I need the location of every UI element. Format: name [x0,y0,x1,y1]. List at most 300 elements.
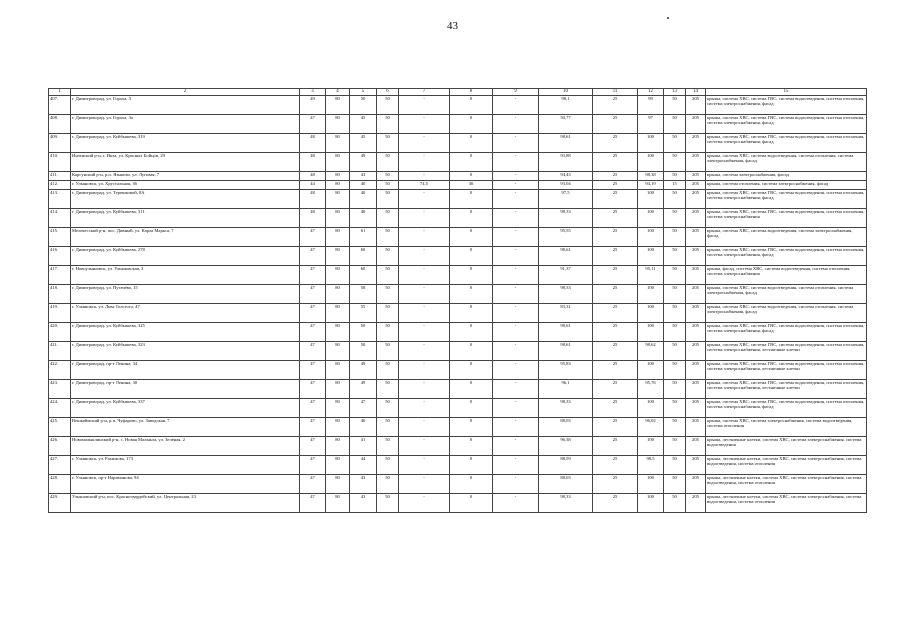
row-number-cell: 421. [49,342,71,361]
works-list-cell: крыша, система ХВС, система водоотведения, система отопления, система электроснабжения, фасад [706,285,867,304]
column-number-header: 9 [493,89,539,96]
value-cell: 100 [638,153,664,172]
column-number-header: 3 [300,89,326,96]
value-cell: 47 [300,247,326,266]
value-cell: - [493,228,539,247]
row-number-cell: 429. [49,494,71,513]
value-cell: 80 [326,96,350,115]
value-cell: 47 [300,266,326,285]
value-cell: 88,59 [539,456,593,475]
value-cell: 80 [326,323,350,342]
value-cell: - [399,285,450,304]
value-cell: 95,83 [539,361,593,380]
works-list-cell: крыша, лестничные клетки, система ХВС, система электроснабжения, система водоотведения, система отопления [706,475,867,494]
value-cell: 94,43 [539,172,593,181]
value-cell: 50 [350,96,377,115]
value-cell: - [399,323,450,342]
value-cell: 205 [686,342,706,361]
value-cell: - [493,134,539,153]
value-cell: 46 [350,418,377,437]
value-cell: 98,61 [539,342,593,361]
value-cell: 95,55 [539,228,593,247]
works-list-cell: крыша, система ХВС, система ГВС, система водоотведения, система отопления, система электроснабжения, фасад [706,134,867,153]
value-cell: 98,1 [539,96,593,115]
address-cell: г. Димитровград, пр-т Ленина, 34 [71,361,300,380]
value-cell: 98,61 [539,134,593,153]
value-cell: 49 [350,361,377,380]
value-cell: 50,77 [539,115,593,134]
value-cell: 25 [593,380,638,399]
value-cell: 100 [638,475,664,494]
value-cell: 47 [300,115,326,134]
value-cell: - [399,437,450,456]
value-cell: 50 [377,209,399,228]
value-cell: 50 [377,228,399,247]
value-cell: - [493,115,539,134]
value-cell: 60 [350,266,377,285]
value-cell: 0 [450,475,493,494]
address-cell: г. Димитровград, ул. Гороха, 3а [71,115,300,134]
value-cell: 50 [664,418,686,437]
value-cell: 205 [686,304,706,323]
address-cell: Мелекесский р-н, пос. Дивный, ул. Карла Маркса, 7 [71,228,300,247]
value-cell: 205 [686,190,706,209]
value-cell: 50 [664,115,686,134]
value-cell: 96,38 [539,437,593,456]
table-row [49,456,867,475]
works-list-cell: крыша, система ХВС, система ГВС, система водоотведения, система отопления, система электроснабжения, фасад [706,96,867,115]
value-cell: 0 [450,342,493,361]
value-cell: 43 [350,494,377,513]
value-cell: 91,37 [539,266,593,285]
row-number-cell: 408. [49,115,71,134]
row-number-cell: 423. [49,380,71,399]
value-cell: 40 [350,209,377,228]
address-cell: г. Ульяновск, пр-т Нариманова, 94 [71,475,300,494]
value-cell: 47 [300,342,326,361]
value-cell: 205 [686,494,706,513]
value-cell: 205 [686,228,706,247]
works-list-cell: крыша, система электроснабжения, фасад [706,172,867,181]
value-cell: 205 [686,172,706,181]
column-number-header: 7 [399,89,450,96]
value-cell: 50 [377,96,399,115]
column-number-header: 13 [664,89,686,96]
value-cell: 205 [686,361,706,380]
value-cell: 15 [664,181,686,190]
value-cell: 48 [300,153,326,172]
value-cell: - [493,209,539,228]
value-cell: 80 [326,475,350,494]
value-cell: 48 [300,209,326,228]
value-cell: 25 [593,134,638,153]
value-cell: 50 [377,418,399,437]
table-row [49,134,867,153]
value-cell: - [493,323,539,342]
value-cell: - [493,247,539,266]
value-cell: 98,61 [539,323,593,342]
works-list-cell: крыша, система ХВС, система ГВС, система водоотведения, система отопления, система электроснабжения, лестничные клетки [706,342,867,361]
value-cell: 40 [350,190,377,209]
row-number-cell: 412. [49,181,71,190]
value-cell: - [399,342,450,361]
column-number-header: 2 [71,89,300,96]
value-cell: - [399,418,450,437]
works-list-cell: крыша, система ХВС, система электроснабжения, система водоотведения, система отопления [706,418,867,437]
value-cell: 98,33 [539,399,593,418]
value-cell: 100 [638,209,664,228]
value-cell: 100 [638,228,664,247]
value-cell: 95,11 [638,266,664,285]
value-cell: 98,61 [539,247,593,266]
value-cell: - [399,380,450,399]
value-cell: 80 [326,437,350,456]
value-cell: 50 [377,190,399,209]
value-cell: - [399,361,450,380]
row-number-cell: 422. [49,361,71,380]
works-list-cell: крыша, система ХВС, система водоотведения, система электроснабжения, фасад [706,228,867,247]
value-cell: 50 [664,342,686,361]
row-number-cell: 418. [49,285,71,304]
value-cell: - [399,134,450,153]
column-number-header: 11 [593,89,638,96]
value-cell: 205 [686,181,706,190]
value-cell: 50 [664,134,686,153]
value-cell: - [399,475,450,494]
value-cell: 100 [638,437,664,456]
value-cell: 100 [638,190,664,209]
value-cell: 25 [593,285,638,304]
works-list-cell: крыша, система ХВС, система ГВС, система водоотведения, система отопления, система электроснабжения, фасад [706,247,867,266]
value-cell: - [493,172,539,181]
value-cell: 44 [300,181,326,190]
value-cell: 48 [300,172,326,181]
value-cell: 47 [350,399,377,418]
value-cell: 100 [638,247,664,266]
value-cell: 95,76 [638,380,664,399]
value-cell: 25 [593,209,638,228]
value-cell: 50 [664,475,686,494]
value-cell: - [493,494,539,513]
value-cell: 0 [450,190,493,209]
value-cell: 50 [664,172,686,181]
address-cell: Новомалыклинский р-н, с. Новая Малыкла, ул. Зелёная, 2 [71,437,300,456]
value-cell: 25 [593,115,638,134]
column-number-row [49,89,867,96]
table-row [49,190,867,209]
value-cell: 25 [593,247,638,266]
table-row [49,399,867,418]
value-cell: - [493,181,539,190]
value-cell: 50 [377,285,399,304]
value-cell: 0 [450,323,493,342]
value-cell: 47 [300,399,326,418]
column-number-header: 12 [638,89,664,96]
value-cell: - [399,115,450,134]
value-cell: 97 [638,115,664,134]
value-cell: 40 [350,181,377,190]
value-cell: 47 [300,437,326,456]
value-cell: 98,38 [638,172,664,181]
value-cell: 50 [664,304,686,323]
table-row [49,228,867,247]
value-cell: 0 [450,209,493,228]
value-cell: 55 [350,304,377,323]
value-cell: 98,33 [539,494,593,513]
value-cell: 80 [326,399,350,418]
address-cell: Карсунский р-н, р.п. Языково, ул. Луговая, 7 [71,172,300,181]
value-cell: 74,5 [399,181,450,190]
value-cell: 0 [450,266,493,285]
table-row [49,323,867,342]
value-cell: 205 [686,115,706,134]
value-cell: 0 [450,172,493,181]
value-cell: 25 [593,342,638,361]
value-cell: 0 [450,418,493,437]
value-cell: 50 [664,437,686,456]
value-cell: 88,03 [539,418,593,437]
value-cell: 0 [450,437,493,456]
table-row [49,418,867,437]
value-cell: - [493,437,539,456]
value-cell: 0 [450,96,493,115]
value-cell: 205 [686,437,706,456]
value-cell: 50 [377,266,399,285]
value-cell: 205 [686,266,706,285]
row-number-cell: 416. [49,247,71,266]
table-row [49,380,867,399]
value-cell: 41 [350,437,377,456]
works-list-cell: крыша, фасад, система ХВС, система водоотведения, система отопления, система электроснабжения [706,266,867,285]
value-cell: 25 [593,323,638,342]
table-row [49,494,867,513]
value-cell: 80 [326,172,350,181]
value-cell: 50 [377,456,399,475]
value-cell: 25 [593,266,638,285]
value-cell: 0 [450,285,493,304]
row-number-cell: 424. [49,399,71,418]
address-cell: г. Ульяновск, ул. Хрустальная, 36 [71,181,300,190]
works-list-cell: крыша, система ХВС, система водоотведения, система отопления, система электроснабжения, фасад [706,153,867,172]
value-cell: - [399,172,450,181]
row-number-cell: 411. [49,172,71,181]
value-cell: - [493,285,539,304]
value-cell: 50 [377,247,399,266]
value-cell: 50 [377,494,399,513]
row-number-cell: 413. [49,190,71,209]
value-cell: 47 [300,380,326,399]
value-cell: - [493,475,539,494]
value-cell: 99 [638,96,664,115]
row-number-cell: 427. [49,456,71,475]
value-cell: 50 [664,96,686,115]
row-number-cell: 409. [49,134,71,153]
value-cell: - [493,399,539,418]
table-row [49,181,867,190]
table-row [49,475,867,494]
value-cell: - [493,380,539,399]
value-cell: 100 [638,399,664,418]
register-table [48,88,867,513]
value-cell: - [399,190,450,209]
column-number-header: 10 [539,89,593,96]
value-cell: 98,5 [638,456,664,475]
value-cell: 50 [664,209,686,228]
works-list-cell: крыша, лестничные клетки, система ХВС, система электроснабжения, система водоотведения, система отопления [706,456,867,475]
value-cell: 50 [664,399,686,418]
value-cell: 0 [450,228,493,247]
value-cell: 93,04 [539,181,593,190]
value-cell: 205 [686,134,706,153]
value-cell: 80 [326,266,350,285]
value-cell: 97,5 [539,190,593,209]
value-cell: 47 [300,285,326,304]
address-cell: г. Димитровград, ул. Пугачёва, 15 [71,285,300,304]
value-cell: 47 [300,323,326,342]
address-cell: г. Ульяновск, ул. Льва Толстого, 47 [71,304,300,323]
value-cell: 205 [686,323,706,342]
value-cell: 47 [300,456,326,475]
value-cell: 0 [450,361,493,380]
value-cell: 50 [664,285,686,304]
value-cell: - [399,494,450,513]
address-cell: г. Димитровград, ул. Гороха, 3 [71,96,300,115]
value-cell: - [493,361,539,380]
table-row [49,342,867,361]
value-cell: 0 [450,456,493,475]
value-cell: 49 [350,153,377,172]
value-cell: 205 [686,475,706,494]
value-cell: 205 [686,247,706,266]
value-cell: 80 [326,115,350,134]
value-cell: 80 [326,380,350,399]
value-cell: 0 [450,494,493,513]
value-cell: 96,1 [539,380,593,399]
value-cell: 43 [350,172,377,181]
value-cell: 50 [664,266,686,285]
value-cell: 80 [326,134,350,153]
value-cell: 0 [450,153,493,172]
table-row [49,172,867,181]
value-cell: 100 [638,134,664,153]
value-cell: - [493,266,539,285]
address-cell: г. Димитровград, ул. Куйбышева, 323 [71,342,300,361]
value-cell: 100 [638,494,664,513]
value-cell: - [493,96,539,115]
works-list-cell: крыша, лестничные клетки, система ХВС, система электроснабжения, система водоотведения, система отопления [706,494,867,513]
column-number-header: 4 [326,89,350,96]
value-cell: 98,62 [638,342,664,361]
value-cell: 50 [664,494,686,513]
value-cell: 50 [350,323,377,342]
value-cell: 25 [593,361,638,380]
value-cell: 50 [664,228,686,247]
value-cell: 25 [593,190,638,209]
row-number-cell: 425. [49,418,71,437]
table-row [49,153,867,172]
value-cell: 0 [450,115,493,134]
address-cell: г. Димитровград, ул. Куйбышева, 278 [71,247,300,266]
address-cell: г. Димитровград, ул. Куйбышева, 311 [71,209,300,228]
value-cell: 50 [377,181,399,190]
address-cell: г. Димитровград, ул. Терешковой, 8А [71,190,300,209]
value-cell: - [399,153,450,172]
value-cell: 93,88 [539,153,593,172]
value-cell: 50 [377,475,399,494]
value-cell: 80 [326,418,350,437]
value-cell: 205 [686,209,706,228]
value-cell: 80 [326,285,350,304]
address-cell: г. Димитровград, ул. Куйбышева, 337 [71,399,300,418]
value-cell: 50 [664,153,686,172]
address-cell: г. Димитровград, пр-т Ленина, 30 [71,380,300,399]
value-cell: 45 [350,134,377,153]
value-cell: 25 [593,153,638,172]
value-cell: 80 [326,304,350,323]
works-list-cell: крыша, система ХВС, система ГВС, система водоотведения, система отопления, система электроснабжения, лестничные клетки [706,361,867,380]
value-cell: 50 [377,153,399,172]
value-cell: 50 [377,399,399,418]
value-cell: 205 [686,456,706,475]
value-cell: - [493,190,539,209]
value-cell: 96,02 [638,418,664,437]
value-cell: 49 [350,380,377,399]
value-cell: 25 [593,456,638,475]
works-list-cell: крыша, система ХВС, система ГВС, система водоотведения, система отопления, система электроснабжения, лестничные клетки [706,380,867,399]
row-number-cell: 414. [49,209,71,228]
value-cell: 205 [686,96,706,115]
address-cell: г. Димитровград, ул. Куйбышева, 319 [71,134,300,153]
works-list-cell: крыша, система ХВС, система водоотведения, система отопления, система электроснабжения, фасад [706,304,867,323]
row-number-cell: 419. [49,304,71,323]
value-cell: 25 [593,96,638,115]
column-number-header: 15 [706,89,867,96]
address-cell: г. Новоульяновск, ул. Ульяновская, 3 [71,266,300,285]
works-list-cell: крыша, система ХВС, система ГВС, система водоотведения, система отопления, система электроснабжения, фасад [706,115,867,134]
value-cell: 48 [300,134,326,153]
value-cell: 80 [326,342,350,361]
table-row [49,304,867,323]
value-cell: - [493,304,539,323]
address-cell: г. Димитровград, ул. Куйбышева, 325 [71,323,300,342]
value-cell: 50 [377,361,399,380]
value-cell: 25 [593,399,638,418]
value-cell: 205 [686,418,706,437]
value-cell: 25 [593,475,638,494]
value-cell: 25 [593,494,638,513]
value-cell: - [399,96,450,115]
value-cell: 50 [664,380,686,399]
value-cell: 205 [686,399,706,418]
value-cell: 50 [664,361,686,380]
value-cell: 88,03 [539,475,593,494]
value-cell: 80 [326,361,350,380]
value-cell: 205 [686,153,706,172]
value-cell: 80 [326,456,350,475]
value-cell: 100 [638,323,664,342]
value-cell: 50 [377,437,399,456]
address-cell: Инзенский р-н, г. Инза, ул. Красных Бойцов, 29 [71,153,300,172]
works-list-cell: крыша, лестничные клетки, система ХВС, система электроснабжения, система водоотведения [706,437,867,456]
value-cell: - [493,153,539,172]
value-cell: 44 [350,456,377,475]
value-cell: 80 [326,181,350,190]
value-cell: 58 [350,285,377,304]
value-cell: 83,31 [539,304,593,323]
value-cell: 50 [664,247,686,266]
value-cell: - [493,342,539,361]
value-cell: - [399,266,450,285]
